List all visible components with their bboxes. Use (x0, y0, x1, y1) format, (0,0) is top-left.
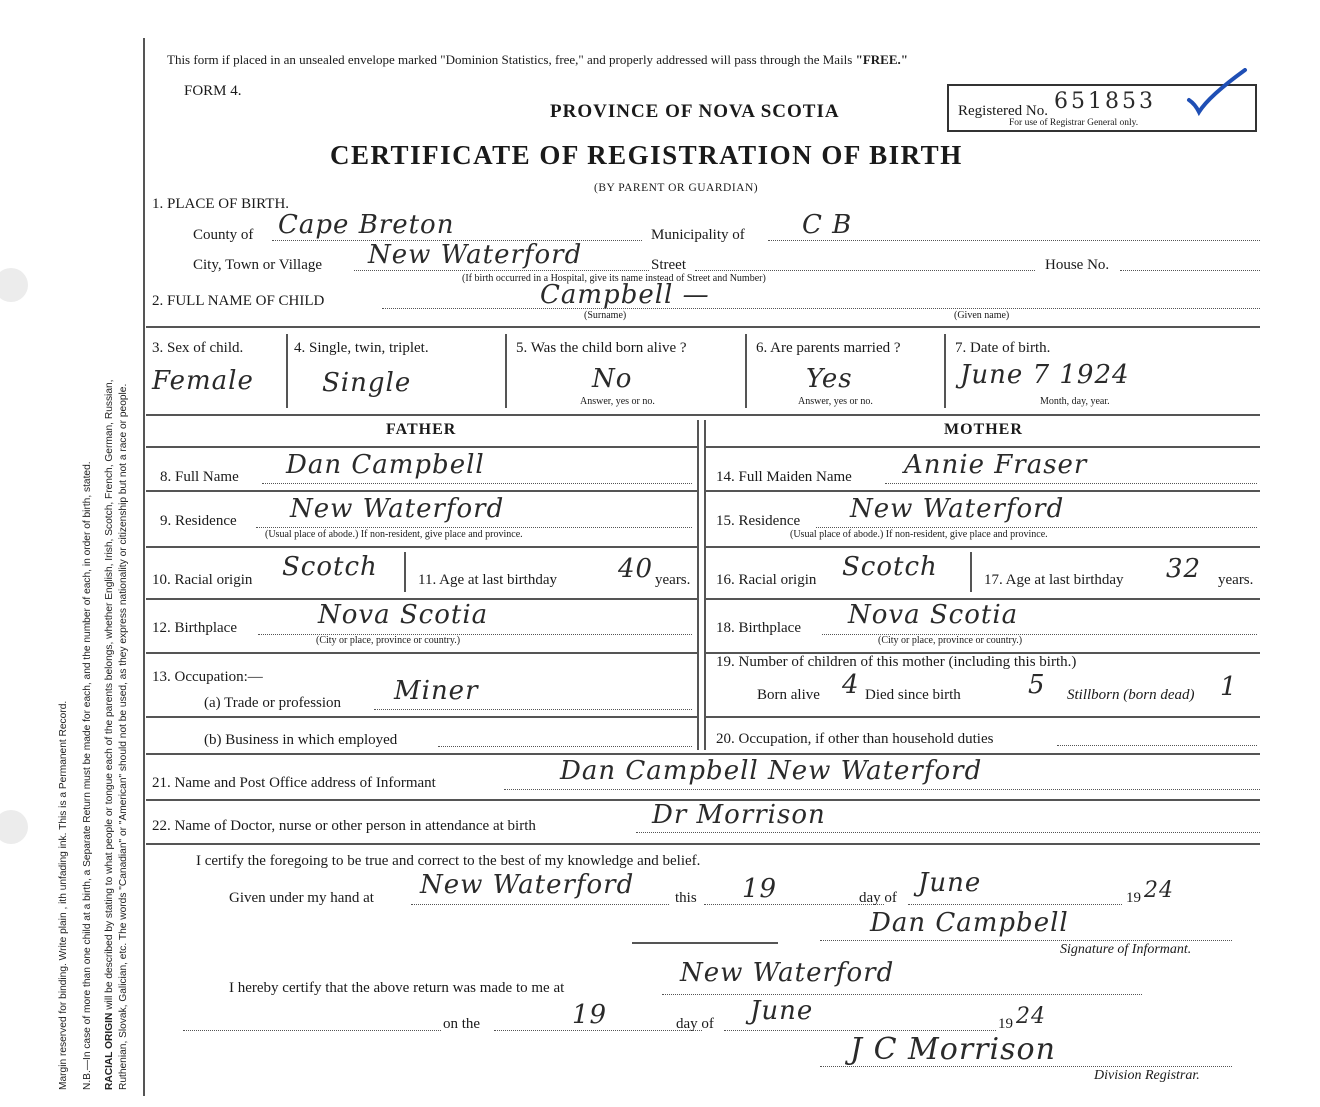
mother-racial-label: 16. Racial origin (716, 572, 817, 588)
mother-name-label: 14. Full Maiden Name (716, 469, 852, 485)
registrar-place-rule (662, 994, 1142, 995)
certify-statement: I certify the foregoing to be true and correct to the best of my knowledge and belief. (196, 853, 701, 869)
sex-value: Female (152, 366, 254, 396)
registrar-day-value: 19 (572, 1000, 608, 1030)
doctor-value: Dr Morrison (652, 800, 826, 830)
city-value: New Waterford (368, 240, 583, 270)
trade-value: Miner (394, 676, 479, 706)
street-label: Street (651, 257, 686, 273)
page-subtitle: (BY PARENT OR GUARDIAN) (594, 182, 759, 194)
father-rule-2 (146, 490, 697, 492)
punch-hole-top (0, 268, 28, 302)
born-alive-count-value: 4 (842, 670, 860, 700)
day-rule (704, 904, 884, 905)
died-value: 5 (1028, 670, 1046, 700)
child-name-label: 2. FULL NAME OF CHILD (152, 293, 325, 309)
father-birthplace-value: Nova Scotia (318, 600, 489, 630)
mother-birthplace-caption: (City or place, province or country.) (878, 635, 1023, 646)
row-rule-parents-top (146, 414, 1260, 416)
father-racial-label: 10. Racial origin (152, 572, 253, 588)
mother-residence-caption: (Usual place of abode.) If non-resident, give place and province. (790, 529, 1048, 540)
informant-signature: Dan Campbell (870, 908, 1069, 938)
county-value: Cape Breton (278, 210, 455, 240)
plurality-label: 4. Single, twin, triplet. (294, 340, 429, 356)
birth-date-label: 7. Date of birth. (955, 340, 1051, 356)
page-title: CERTIFICATE OF REGISTRATION OF BIRTH (330, 140, 963, 170)
mother-name-value: Annie Fraser (904, 450, 1088, 480)
center-rule (632, 942, 778, 944)
mother-residence-rule (816, 527, 1257, 528)
father-rule-3 (146, 546, 697, 548)
father-racial-value: Scotch (282, 552, 378, 582)
business-label: (b) Business in which employed (204, 732, 398, 748)
municipality-rule (768, 240, 1260, 241)
mother-occupation-label: 20. Occupation, if other than household duties (716, 731, 994, 747)
business-rule (438, 746, 692, 747)
year-suffix: 24 (1144, 878, 1174, 903)
mother-age-value: 32 (1166, 554, 1202, 584)
checkmark-icon (1185, 68, 1255, 128)
informant-rule (504, 789, 1260, 790)
stillborn-label: Stillborn (born dead) (1067, 687, 1195, 703)
birth-date-value: June 7 1924 (960, 360, 1130, 390)
registrar-signature: J C Morrison (850, 1032, 1056, 1067)
father-residence-label: 9. Residence (160, 513, 237, 529)
row-rule-top (146, 326, 1260, 328)
died-label: Died since birth (865, 687, 961, 703)
house-label: House No. (1045, 257, 1110, 273)
city-label: City, Town or Village (193, 257, 323, 273)
given-under-label: Given under my hand at (229, 890, 374, 906)
day-value: 19 (742, 874, 778, 904)
stillborn-value: 1 (1220, 672, 1238, 702)
registrar-year-suffix: 24 (1016, 1004, 1046, 1029)
parents-divider-right (704, 420, 706, 750)
father-birthplace-label: 12. Birthplace (152, 620, 237, 636)
registrar-signature-rule (820, 1066, 1232, 1067)
parents-divider-left (697, 420, 699, 750)
mother-birthplace-label: 18. Birthplace (716, 620, 801, 636)
registrar-statement: I hereby certify that the above return was made to me at (229, 980, 565, 996)
this-label: this (675, 890, 697, 906)
born-alive-caption: Answer, yes or no. (580, 396, 655, 407)
father-rule-6 (146, 716, 697, 718)
mother-age-divider (970, 552, 972, 592)
registrar-year-prefix: 19 (998, 1016, 1013, 1032)
father-residence-value: New Waterford (290, 494, 505, 524)
trade-rule (374, 709, 692, 710)
registrar-month-rule (724, 1030, 996, 1031)
mother-age-label: 17. Age at last birthday (984, 572, 1124, 588)
informant-label: 21. Name and Post Office address of Informant (152, 775, 436, 791)
mother-residence-label: 15. Residence (716, 513, 801, 529)
father-rule-1 (146, 446, 697, 448)
registered-label: Registered No. (958, 103, 1048, 119)
mail-note: This form if placed in an unsealed envelope marked "Dominion Statistics, free," and properly addressed will pass through the Mails "FREE." (167, 52, 908, 67)
child-surname-value: Campbell — (540, 280, 710, 310)
mother-rule-3 (705, 546, 1260, 548)
mother-residence-value: New Waterford (850, 494, 1065, 524)
year-prefix: 19 (1126, 890, 1141, 906)
margin-note-3: RACIAL ORIGIN will be described by stating to what people or tongue each of the parents belongs, whether English, Irish, Scotch, French, German, Russian, (104, 379, 115, 1090)
month-value: June (918, 868, 982, 898)
mother-rule-1 (705, 446, 1260, 448)
col-divider-1 (286, 334, 288, 408)
place-of-birth-label: 1. PLACE OF BIRTH. (152, 196, 290, 212)
informant-value: Dan Campbell New Waterford (560, 756, 983, 786)
month-rule (908, 904, 1122, 905)
parents-married-label: 6. Are parents married ? (756, 340, 901, 356)
form-number: FORM 4. (184, 83, 242, 99)
day-of-label: day of (859, 890, 897, 906)
father-rule-5 (146, 652, 697, 654)
given-name-caption: (Given name) (954, 310, 1010, 321)
father-name-label: 8. Full Name (160, 469, 239, 485)
birth-date-caption: Month, day, year. (1040, 396, 1110, 407)
father-residence-caption: (Usual place of abode.) If non-resident, give place and province. (265, 529, 523, 540)
signature-rule (820, 940, 1232, 941)
registrar-note: For use of Registrar General only. (1009, 118, 1139, 128)
father-age-unit: years. (655, 572, 691, 588)
born-alive-value: No (592, 364, 633, 394)
plurality-value: Single (322, 368, 412, 398)
father-name-value: Dan Campbell (286, 450, 485, 480)
hospital-note: (If birth occurred in a Hospital, give its name instead of Street and Number) (462, 273, 766, 284)
mother-rule-2 (705, 490, 1260, 492)
father-age-divider (404, 552, 406, 592)
mother-children-label: 19. Number of children of this mother (including this birth.) (716, 654, 1077, 670)
registrar-caption: Division Registrar. (1094, 1068, 1200, 1083)
father-age-value: 40 (618, 554, 654, 584)
father-name-rule (262, 483, 692, 484)
surname-caption: (Surname) (584, 310, 627, 321)
trade-label: (a) Trade or profession (204, 695, 342, 711)
col-divider-4 (944, 334, 946, 408)
mother-rule-6 (705, 716, 1260, 718)
on-the-label: on the (443, 1016, 481, 1032)
parents-married-value: Yes (806, 364, 853, 394)
house-rule (1120, 270, 1260, 271)
punch-hole-bottom (0, 810, 28, 844)
parents-married-caption: Answer, yes or no. (798, 396, 873, 407)
registrar-month-value: June (750, 996, 814, 1026)
sex-label: 3. Sex of child. (152, 340, 244, 356)
col-divider-2 (505, 334, 507, 408)
registrar-day-rule (494, 1030, 702, 1031)
mother-age-unit: years. (1218, 572, 1254, 588)
street-rule (695, 270, 1035, 271)
signature-caption: Signature of Informant. (1060, 942, 1192, 957)
margin-note-1: Margin reserved for binding. Write plain , ith unfading ink. This is a Permanent Record. (58, 700, 69, 1090)
born-alive-count-label: Born alive (757, 687, 820, 703)
row-rule-doctor (146, 843, 1260, 845)
father-birthplace-caption: (City or place, province or country.) (316, 635, 461, 646)
binding-margin-line (143, 38, 145, 1096)
registrar-day-rule-left (183, 1030, 441, 1031)
mother-name-rule (885, 483, 1257, 484)
registered-number: 651853 (1054, 89, 1156, 114)
city-rule (354, 270, 649, 271)
doctor-label: 22. Name of Doctor, nurse or other person in attendance at birth (152, 818, 536, 834)
county-label: County of (193, 227, 254, 243)
mother-heading: MOTHER (944, 421, 1023, 438)
registrar-place-value: New Waterford (680, 958, 895, 988)
mother-birthplace-value: Nova Scotia (848, 600, 1019, 630)
father-age-label: 11. Age at last birthday (418, 572, 557, 588)
province-heading: PROVINCE OF NOVA SCOTIA (550, 101, 840, 122)
row-rule-parents-bottom (146, 753, 1260, 755)
doctor-rule (636, 832, 1260, 833)
given-place-rule (411, 904, 669, 905)
col-divider-3 (745, 334, 747, 408)
margin-note-4: Ruthenian, Slovak, Galician, etc. The words "Canadian" or "American" should not be used, as they express nationality or citizenship but not a race or people. (118, 383, 129, 1090)
born-alive-label: 5. Was the child born alive ? (516, 340, 687, 356)
given-place-value: New Waterford (420, 870, 635, 900)
father-heading: FATHER (386, 421, 457, 438)
mother-racial-value: Scotch (842, 552, 938, 582)
municipality-value: C B (802, 210, 853, 240)
child-name-rule (382, 308, 1260, 309)
margin-note-2: N.B.—In case of more than one child at a birth, a Separate Return must be made for each, and the number of each, in order of birth, stated. (82, 461, 93, 1090)
municipality-label: Municipality of (651, 227, 745, 243)
father-occupation-label: 13. Occupation:— (152, 669, 263, 685)
father-residence-rule (256, 527, 692, 528)
registrar-day-of-label: day of (676, 1016, 714, 1032)
mother-occupation-rule (1057, 745, 1257, 746)
